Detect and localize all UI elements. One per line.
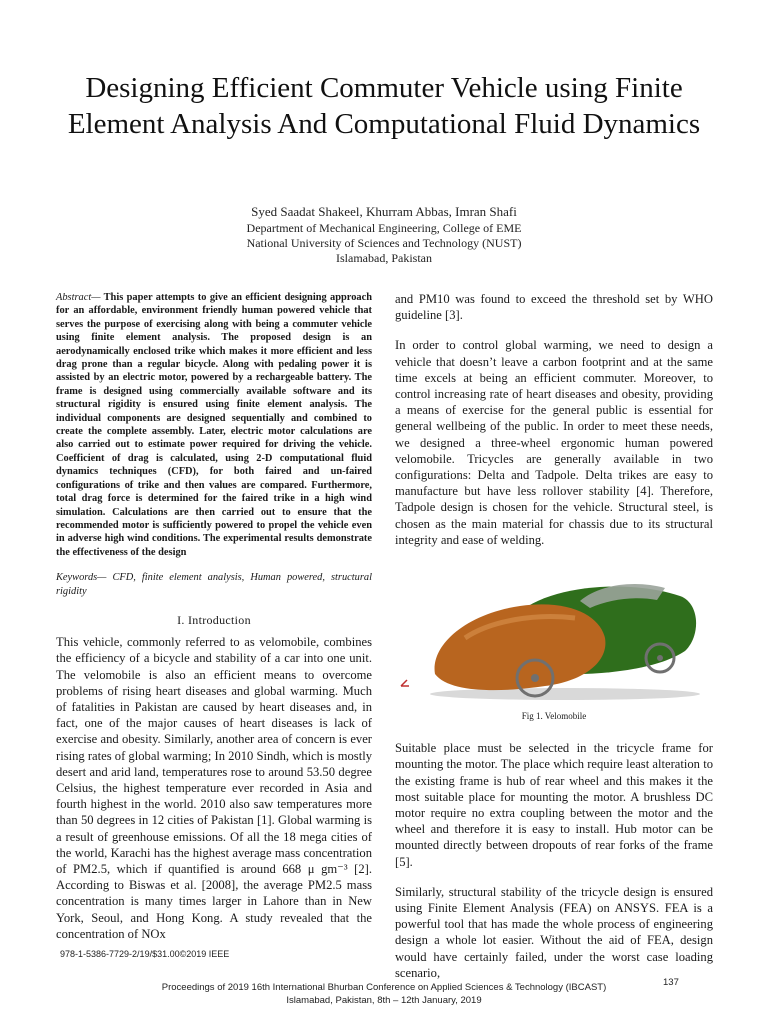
velomobile-image xyxy=(395,566,713,704)
intro-paragraph: This vehicle, commonly referred to as velomobile, combines the efficiency of a bicycle and stability of a car into one unit. The velomobile is also an efficient means to overcome problems of rising heart diseases and global warming. Much of fatalities in Pakistan are caused by heart diseases and, in fact, one of the major causes of heart diseases is lack of exercise and obesity. Similarly, another area of concern is ever rising rates of global warming; In 2010 Sindh, which is mostly desert and arid land, temperatures rose to around 53.50 degree Celsius, the highest temperature ever recorded in Asia and fourth highest in the world. 2010 also saw temperatures more than 50 degrees in 12 cities of Pakistan [1]. Global warming is a result of greenhouse emissions. Of all the 18 mega cities of the world, Karachi has the highest average mass concentration of PM2.5, which if quantified is around 668 μ gm⁻³ [2]. According to Biswas et al. [2008], the average PM2.5 mass concentration is many times larger in Lahore than in New York, Seoul, and Hong Kong. A study revealed that the concentration of NOx xyxy=(56,635,372,941)
affiliation-department: Department of Mechanical Engineering, College of EME xyxy=(246,221,522,235)
section-heading-introduction: I. Introduction xyxy=(177,612,251,627)
left-column xyxy=(56,291,372,942)
abstract-lead: Abstract— xyxy=(56,292,101,303)
conference-footer xyxy=(0,981,768,1007)
author-list: Syed Saadat Shakeel, Khurram Abbas, Imran Shafi xyxy=(251,204,517,219)
rear-wheel-hub xyxy=(657,655,663,661)
isbn-line: 978-1-5386-7729-2/19/$31.00©2019 IEEE xyxy=(60,949,230,959)
figure-caption: Fig 1. Velomobile xyxy=(521,711,587,722)
axis-marker xyxy=(401,680,409,686)
affiliation xyxy=(0,221,768,266)
right-paragraph-1: In order to control global warming, we need to design a vehicle that doesn’t leave a carbon footprint and at the same time excels at being an efficient commuter. Moreover, to control increasing rate of heart diseases and obesity, providing a means of exercise for the general public is essential for general wellbeing of the public. In order to meet these needs, we designed a three-wheel ergonomic human powered velomobile. Tricycles are generally available in two configurations: Delta and Tadpole. Delta trikes are easy to manufacture but have less rollover stability [4]. Therefore, Tadpole design is chosen for the vehicle. Structural steel, is chosen as the main material for chassis due to its structural integrity and ease of welding. xyxy=(395,338,713,547)
velomobile-figure xyxy=(395,566,713,704)
right-paragraph-0: and PM10 was found to exceed the threshold set by WHO guideline [3]. xyxy=(395,292,713,323)
footer-line-1: Proceedings of 2019 16th International Bhurban Conference on Applied Sciences & Technology (IBCAST) xyxy=(161,982,607,993)
right-paragraph-3: Similarly, structural stability of the tricycle design is ensured using Finite Element Analysis (FEA) on ANSYS. FEA is a powerful tool that has made the whole process of engineering design a whole lot easier. Without the aid of FEA, design would have certainly failed, under the worst case loading scenario, xyxy=(395,884,713,980)
keywords: Keywords— CFD, finite element analysis, Human powered, structural rigidity xyxy=(56,572,372,597)
right-paragraph-2: Suitable place must be selected in the tricycle frame for mounting the motor. The place which require least alteration to the existing frame is hub of rear wheel and this makes it the most suitable place for mounting the motor. A brushless DC motor require no extra coupling between the motor and the wheel and therefore it is easy to install. Hub motor can be mounted directly between dropouts of rear forks of the frame [5]. xyxy=(395,741,713,869)
ground-shadow xyxy=(430,688,700,700)
paper-title: Designing Efficient Commuter Vehicle using Finite Element Analysis And Computational Fluid Dynamics xyxy=(67,72,701,140)
abstract xyxy=(56,291,372,559)
right-column xyxy=(395,291,713,981)
footer-line-2: Islamabad, Pakistan, 8th – 12th January, 2019 xyxy=(286,995,482,1006)
page-number: 137 xyxy=(663,977,679,988)
abstract-text: This paper attempts to give an efficient designing approach for an affordable, environment friendly human powered vehicle that serves the purpose of exercising along with being a commuter vehicle using finite element analysis. The proposed design is an aerodynamically enclosed trike which makes it more efficient and less drag prone than a regular bicycle. Along with pedaling power it is assisted by an electric motor, powered by a rechargeable battery. The frame is designed using commercially available software and its structural rigidity is ensured using finite element analysis. The individual components are designed sequentially and combined to create the complete assembly. Later, electric motor calculations are also carried out to estimate power required for driving the vehicle. Coefficient of drag is calculated, using 2-D computational fluid dynamics techniques (CFD), for both faired and un-faired configurations of trike and then values are compared. Furthermore, total drag force is determined for the faired trike in a high wind simulation. Calculations are then carried out to ensure that the recommended motor is sufficiently powered to propel the vehicle even in adverse high wind conditions. The experimental results demonstrate the effectiveness of the design xyxy=(56,292,372,558)
affiliation-university: National University of Sciences and Technology (NUST) xyxy=(246,236,522,250)
affiliation-location: Islamabad, Pakistan xyxy=(336,251,432,265)
front-wheel-hub xyxy=(531,674,539,682)
